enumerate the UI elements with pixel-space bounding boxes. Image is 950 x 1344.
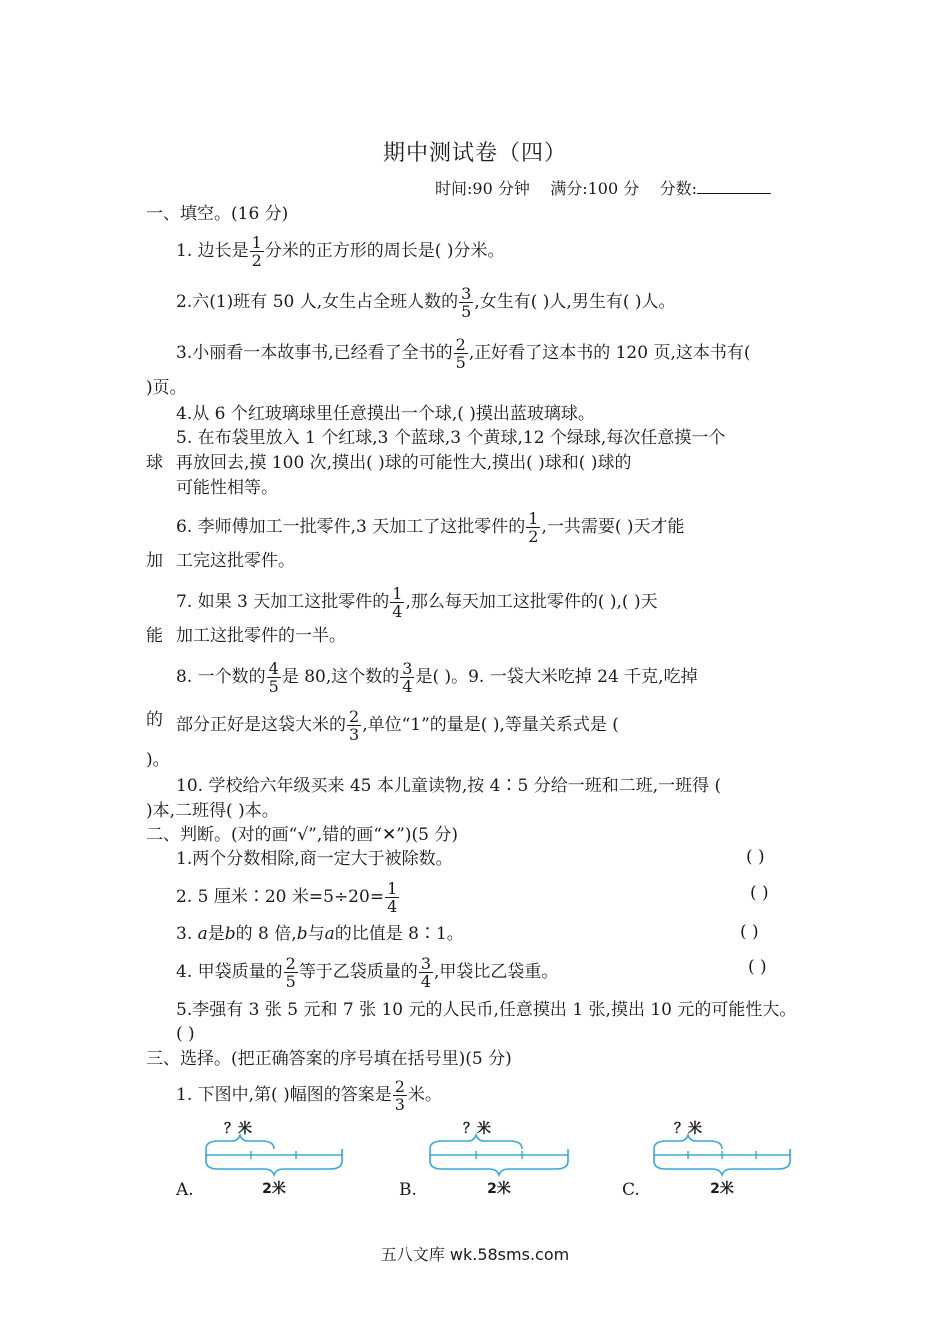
time-limit: 时间:90 分钟 [435, 179, 530, 198]
question-1-9-end: )。 [146, 750, 170, 770]
question-1-2: 2.六(1)班有 50 人,女生占全班人数的 $\frac{3}{5}$ ,女生有( )人,男生有( )人。 [176, 284, 676, 321]
option-c-letter[interactable]: C. [622, 1180, 640, 1200]
question-1-8: 8. 一个数的 $\frac{4}{5}$ 是 80,这个数的 $\frac{3}{4}$ 是( )。9. 一袋大米吃掉 24 千克,吃掉 [176, 659, 698, 696]
question-1-5-end: 可能性相等。 [176, 478, 278, 498]
fraction: $\frac{2}{5}$ [455, 335, 466, 372]
fraction: $\frac{1}{4}$ [387, 879, 398, 916]
page-title: 期中测试卷（四） [382, 141, 567, 166]
option-b-bottom-brace [430, 1161, 568, 1175]
question-1-5: 5. 在布袋里放入 1 个红球,3 个蓝球,3 个黄球,12 个绿球,每次任意摸一个 [176, 428, 726, 448]
section-1-heading: 一、填空。(16 分) [146, 204, 289, 224]
question-1-7-prefix: 能 [146, 626, 163, 646]
fraction: $\frac{1}{4}$ [392, 584, 403, 621]
option-b-top-brace [430, 1135, 522, 1149]
option-c-bottom-brace [654, 1161, 790, 1175]
score-label: 分数: [659, 179, 697, 198]
answer-paren[interactable]: ( ) [750, 883, 769, 903]
question-1-9-prefix: 的 [146, 710, 163, 730]
question-1-7-cont: 加工这批零件的一半。 [176, 626, 346, 646]
option-b-top-label: ？米 [463, 1121, 491, 1137]
option-a-diagram [198, 1115, 358, 1205]
question-1-10: 10. 学校给六年级买来 45 本儿童读物,按 4∶5 分给一班和二班,一班得 ( [176, 776, 722, 796]
choice-1: 1. 下图中,第( )幅图的答案是 $\frac{2}{3}$ 米。 [176, 1077, 442, 1114]
fraction: $\frac{1}{2}$ [251, 233, 262, 270]
judge-5: 5.李强有 3 张 5 元和 7 张 10 元的人民币,任意摸出 1 张,摸出 10 元的可能性大。 [176, 1000, 797, 1020]
option-c-bottom-label: 2米 [710, 1181, 734, 1197]
question-1-5-prefix: 球 [146, 453, 163, 473]
fraction: $\frac{4}{5}$ [268, 659, 279, 696]
full-score: 满分:100 分 [550, 179, 640, 198]
answer-paren[interactable]: ( ) [740, 922, 759, 942]
fraction: $\frac{3}{4}$ [420, 954, 431, 991]
question-1-4: 4.从 6 个红玻璃球里任意摸出一个球,( )摸出蓝玻璃球。 [176, 404, 595, 424]
score-blank[interactable] [697, 179, 771, 194]
section-2-heading: 二、判断。(对的画“√”,错的画“✕”)(5 分) [146, 825, 458, 845]
question-1-6-cont: 工完这批零件。 [176, 551, 295, 571]
fraction: $\frac{3}{5}$ [461, 284, 472, 321]
exam-meta [435, 176, 771, 199]
judge-2: 2. 5 厘米∶20 米=5÷20= $\frac{1}{4}$ [176, 879, 398, 916]
answer-paren[interactable]: ( ) [748, 957, 767, 977]
judge-3: 3. a是b的 8 倍,b与a的比值是 8∶1。 [176, 924, 464, 944]
footer-watermark: 五八文库 wk.58sms.com [380, 1245, 570, 1264]
question-1-10-cont: )本,二班得( )本。 [146, 801, 279, 821]
option-b-letter[interactable]: B. [399, 1180, 417, 1200]
fraction: $\frac{2}{3}$ [394, 1077, 405, 1114]
option-c-diagram [646, 1115, 806, 1205]
option-a-top-brace [206, 1135, 274, 1149]
option-a-top-label: ？米 [224, 1121, 252, 1137]
question-1-6: 6. 李师傅加工一批零件,3 天加工了这批零件的 $\frac{1}{2}$ ,一共需要( )天才能 [176, 509, 685, 546]
question-1-5-cont: 再放回去,摸 100 次,摸出( )球的可能性大,摸出( )球和( )球的 [176, 453, 632, 473]
judge-5-paren[interactable]: ( ) [176, 1024, 195, 1044]
judge-4: 4. 甲袋质量的 $\frac{2}{5}$ 等于乙袋质量的 $\frac{3}{4}$ ,甲袋比乙袋重。 [176, 954, 559, 991]
question-1-7: 7. 如果 3 天加工这批零件的 $\frac{1}{4}$ ,那么每天加工这批零件的( ),( )天 [176, 584, 658, 621]
section-3-heading: 三、选择。(把正确答案的序号填在括号里)(5 分) [146, 1049, 512, 1069]
fraction: $\frac{3}{4}$ [402, 659, 413, 696]
question-1-6-prefix: 加 [146, 551, 163, 571]
fraction: $\frac{1}{2}$ [528, 509, 539, 546]
question-1-9: 部分正好是这袋大米的 $\frac{2}{3}$ ,单位“1”的量是( ),等量关系式是 ( [176, 707, 619, 744]
fraction: $\frac{2}{5}$ [285, 954, 296, 991]
question-1-3-cont: )页。 [146, 378, 187, 398]
question-1-1: 1. 边长是 $\frac{1}{2}$ 分米的正方形的周长是( )分米。 [176, 233, 505, 270]
option-a-letter[interactable]: A. [176, 1180, 194, 1200]
option-a-bottom-brace [206, 1161, 342, 1175]
judge-1: 1.两个分数相除,商一定大于被除数。 [176, 849, 453, 869]
option-b-bottom-label: 2米 [487, 1181, 511, 1197]
option-b-diagram [422, 1115, 582, 1205]
question-1-3: 3.小丽看一本故事书,已经看了全书的 $\frac{2}{5}$ ,正好看了这本书的 120 页,这本书有( [176, 335, 751, 372]
option-a-bottom-label: 2米 [262, 1181, 286, 1197]
answer-paren[interactable]: ( ) [746, 847, 765, 867]
option-c-top-label: ？米 [674, 1121, 702, 1137]
fraction: $\frac{2}{3}$ [349, 707, 360, 744]
option-c-top-brace [654, 1135, 722, 1149]
